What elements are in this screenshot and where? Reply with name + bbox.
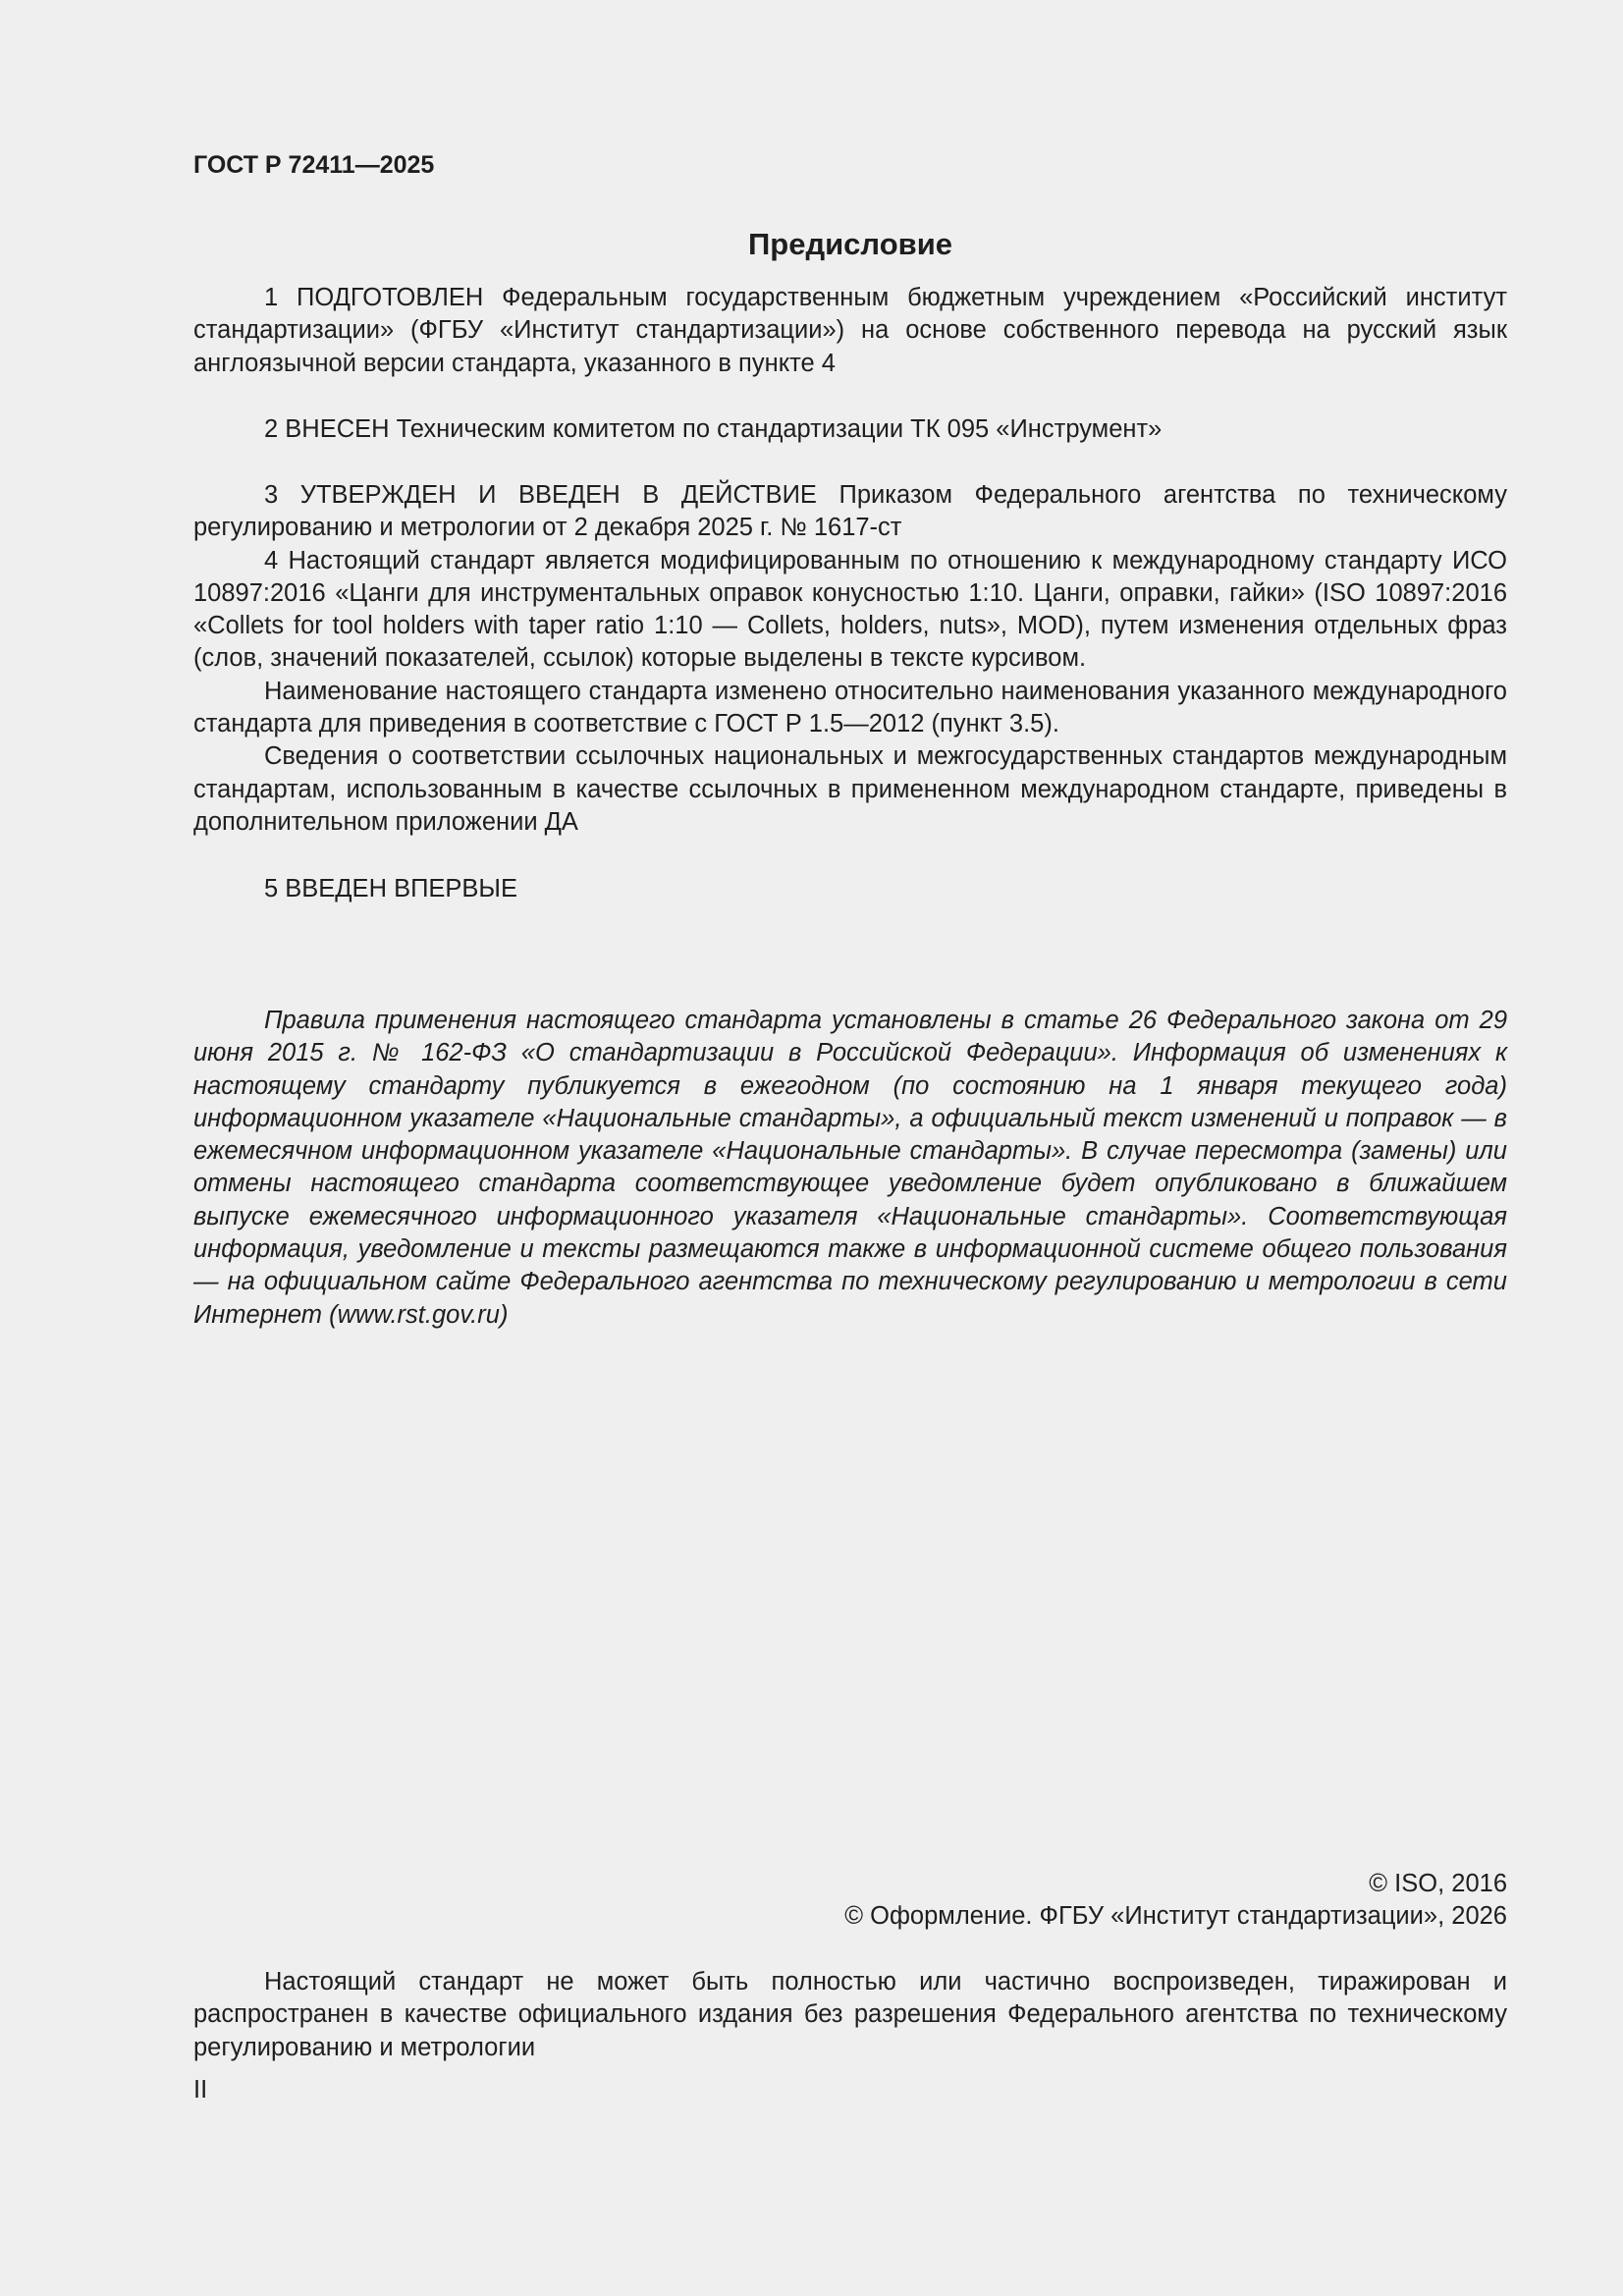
- foreword-item-5-text: 5 ВВЕДЕН ВПЕРВЫЕ: [264, 875, 518, 902]
- foreword-item-1-text: 1 ПОДГОТОВЛЕН Федеральным государственным бюджетным учреждением «Российский институт стандартизации» (ФГБУ «Институт стандартизации») на основе собственного перевода на русский язык англоязычной версии стандарта, указанного в пункте 4: [193, 284, 1507, 377]
- foreword-item-4-paragraph-3: Сведения о соответствии ссылочных национальных и межгосударственных стандартов международным стандартам, использованным в качестве ссылочных в примененном международном стандарте, приведены в дополнительном приложении ДА: [193, 742, 1507, 836]
- page-number: II: [193, 2076, 208, 2104]
- foreword-item-3-text: 3 УТВЕРЖДЕН И ВВЕДЕН В ДЕЙСТВИЕ Приказом Федерального агентства по техническому регулированию и метрологии от 2 декабря 2025 г. № 1617-ст: [193, 481, 1507, 542]
- reproduction-notice: [193, 1966, 1507, 2064]
- rules-notice: [193, 1005, 1507, 1332]
- foreword-item-2-text: 2 ВНЕСЕН Техническим комитетом по стандартизации ТК 095 «Инструмент»: [264, 415, 1163, 443]
- section-title: Предисловие: [747, 227, 952, 261]
- foreword-item-5: [193, 873, 1507, 905]
- foreword-item-1: [193, 282, 1507, 380]
- rules-notice-text: Правила применения настоящего стандарта установлены в статье 26 Федерального закона от 29 июня 2015 г. № 162-ФЗ «О стандартизации в Российской Федерации». Информация об изменениях к настоящему стандарту публикуется в ежегодном (по состоянию на 1 января текущего года) информационном указателе «Национальные стандарты», а официальный текст изменений и поправок — в ежемесячном информационном указателе «Национальные стандарты». В случае пересмотра (замены) или отмены настоящего стандарта соответствующее уведомление будет опубликовано в ближайшем выпуске ежемесячного информационного указателя «Национальные стандарты». Соответствующая информация, уведомление и тексты размещаются также в информационной системе общего пользования — на официальном сайте Федерального агентства по техническому регулированию и метрологии в сети Интернет (www.rst.gov.ru): [193, 1007, 1507, 1329]
- copyright-block: [193, 1868, 1507, 1934]
- foreword-item-2: [193, 413, 1507, 446]
- foreword-item-4-text: 4 Настоящий стандарт является модифицированным по отношению к международному стандарту ИСО 10897:2016 «Цанги для инструментальных оправок конусностью 1:10. Цанги, оправки, гайки» (ISO 10897:2016 «Collets for tool holders with taper ratio 1:10 — Collets, holders, nuts», MOD), путем изменения отдельных фраз (слов, значений показателей, ссылок) которые выделены в тексте курсивом.: [193, 546, 1507, 673]
- copyright-design: © Оформление. ФГБУ «Институт стандартизации», 2026: [844, 1902, 1507, 1931]
- foreword-item-3-4: [193, 479, 1507, 839]
- copyright-iso: © ISO, 2016: [1369, 1870, 1507, 1897]
- foreword-item-4-paragraph-2: Наименование настоящего стандарта изменено относительно наименования указанного международного стандарта для приведения в соответствие с ГОСТ Р 1.5—2012 (пункт 3.5).: [193, 677, 1507, 738]
- document-code: ГОСТ Р 72411—2025: [193, 151, 435, 179]
- reproduction-notice-text: Настоящий стандарт не может быть полностью или частично воспроизведен, тиражирован и распространен в качестве официального издания без разрешения Федерального агентства по техническому регулированию и метрологии: [193, 1968, 1507, 2061]
